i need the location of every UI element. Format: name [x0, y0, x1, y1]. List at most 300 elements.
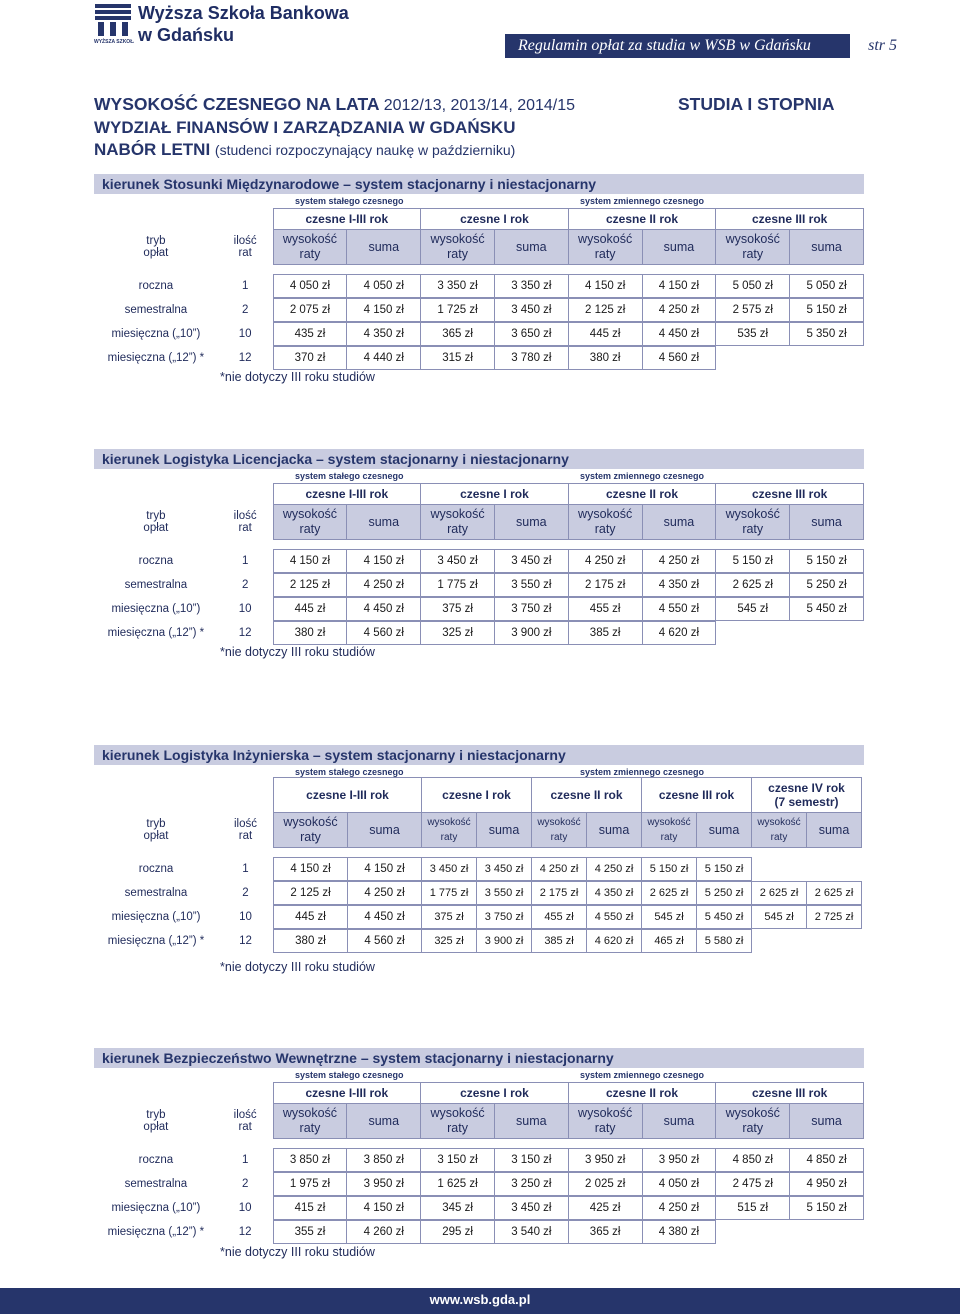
fee-row [94, 906, 862, 929]
oplat-label: opłat [143, 830, 169, 842]
installment-amount: 385 zł [532, 930, 587, 953]
suma-header: suma [494, 505, 568, 540]
payment-mode: miesięczna („12”) * [107, 1226, 205, 1238]
installment-count: 12 [238, 352, 252, 364]
fee-row [94, 275, 864, 298]
header-bar [505, 34, 960, 58]
installment-amount: 4 250 zł [568, 550, 642, 573]
total-amount: 4 250 zł [642, 1197, 716, 1220]
recruitment-name: NABÓR LETNI [94, 140, 211, 159]
raty-label: raty [299, 1121, 321, 1135]
installment-amount: 2 625 zł [716, 574, 790, 597]
total-amount: 4 260 zł [347, 1221, 421, 1244]
wysokosc-raty-header [273, 230, 347, 265]
column-header: czesne I rok [421, 484, 569, 505]
raty-label: raty [742, 247, 764, 261]
installment-amount [716, 622, 790, 645]
installment-amount: 1 775 zł [422, 882, 477, 905]
footnote: *nie dotyczy III roku studiów [220, 1245, 375, 1259]
total-amount: 2 725 zł [807, 906, 862, 929]
payment-mode: miesięczna („12”) * [107, 627, 205, 639]
installment-amount: 370 zł [273, 347, 347, 370]
column-header: czesne I rok [422, 778, 532, 813]
installment-amount: 2 025 zł [568, 1173, 642, 1196]
column-header: czesne II rok [568, 484, 716, 505]
payment-mode: miesięczna („10”) [111, 1202, 201, 1214]
total-amount: 5 250 zł [697, 882, 752, 905]
installment-amount: 380 zł [274, 930, 348, 953]
total-amount [790, 622, 864, 645]
rat-label: rat [238, 247, 252, 259]
tryb-label: tryb [146, 818, 166, 830]
installment-amount: 345 zł [421, 1197, 495, 1220]
column-header: czesne III rok [716, 484, 864, 505]
footnote: *nie dotyczy III roku studiów [220, 960, 375, 974]
total-amount: 4 560 zł [642, 347, 716, 370]
column-header: czesne II rok [568, 1083, 716, 1104]
payment-mode: miesięczna („10”) [111, 911, 201, 923]
system-staly-label: system stałego czesnego [295, 767, 404, 777]
wysokosc-label: wysokość [430, 507, 485, 521]
installment-count: 12 [239, 935, 252, 947]
total-amount: 3 950 zł [347, 1173, 421, 1196]
wysokosc-raty-header [273, 1104, 347, 1139]
wysokosc-raty-header [716, 230, 790, 265]
payment-mode: miesięczna („10”) [111, 603, 201, 615]
total-amount: 4 250 zł [642, 550, 716, 573]
rat-label: rat [238, 522, 252, 534]
total-amount [790, 1221, 864, 1244]
fee-row [94, 1173, 864, 1196]
wysokosc-label: wysokość [725, 232, 780, 246]
wysokosc-label: wysokość [430, 232, 485, 246]
installment-amount: 445 zł [568, 323, 642, 346]
installment-amount: 535 zł [716, 323, 790, 346]
wysokosc-raty-header [642, 813, 697, 848]
total-amount: 3 750 zł [494, 598, 568, 621]
regulamin-title: Regulamin opłat za studia w WSB w Gdańsku [518, 37, 811, 54]
installment-count: 2 [241, 1178, 249, 1190]
tryb-header [94, 1104, 218, 1139]
installment-amount: 2 125 zł [274, 882, 348, 905]
installment-amount: 315 zł [421, 347, 495, 370]
title-main: WYSOKOŚĆ CZESNEGO NA LATA [94, 94, 379, 114]
fee-row [94, 882, 862, 905]
total-amount: 3 150 zł [494, 1149, 568, 1172]
suma-header: suma [807, 813, 862, 848]
wysokosc-label: wysokość [282, 507, 338, 521]
logo-line-1: Wyższa Szkoła Bankowa [138, 3, 349, 23]
oplat-label: opłat [143, 247, 169, 259]
payment-mode: roczna [138, 555, 174, 567]
section-title: kierunek Stosunki Międzynarodowe – system stacjonarny i niestacjonarny [94, 174, 864, 194]
wysokosc-label: wysokość [537, 817, 581, 828]
total-amount: 5 580 zł [697, 930, 752, 953]
installment-count: 10 [238, 603, 252, 615]
total-amount: 3 950 zł [642, 1149, 716, 1172]
raty-label: raty [300, 830, 321, 844]
fee-row [94, 1197, 864, 1220]
raty-label: raty [447, 1121, 468, 1135]
column-header: czesne I-III rok [273, 484, 421, 505]
wysokosc-label: wysokość [283, 815, 338, 829]
payment-mode: semestralna [124, 579, 188, 591]
raty-label: raty [660, 832, 678, 843]
ilosc-label: ilość [233, 510, 257, 522]
suma-header: suma [790, 1104, 864, 1139]
column-header: czesne I-III rok [274, 778, 422, 813]
column-header: czesne III rok [642, 778, 752, 813]
total-amount: 3 900 zł [494, 622, 568, 645]
payment-mode: semestralna [124, 1178, 188, 1190]
installment-count: 12 [238, 627, 252, 639]
total-amount: 5 150 zł [790, 299, 864, 322]
ilosc-header [218, 505, 273, 540]
installment-amount: 2 125 zł [273, 574, 347, 597]
total-amount: 4 950 zł [790, 1173, 864, 1196]
wsb-logo [94, 2, 134, 57]
wysokosc-raty-header [568, 1104, 642, 1139]
installment-amount: 415 zł [273, 1197, 347, 1220]
total-amount: 4 150 zł [348, 858, 422, 881]
total-amount: 4 380 zł [642, 1221, 716, 1244]
column-header: czesne II rok [568, 209, 716, 230]
column-header: czesne I rok [421, 209, 569, 230]
oplat-label: opłat [143, 522, 169, 534]
raty-label: raty [594, 247, 616, 261]
tryb-label: tryb [146, 235, 166, 247]
wysokosc-label: wysokość [757, 817, 801, 828]
tryb-label: tryb [146, 510, 166, 522]
payment-mode: miesięczna („10”) [111, 328, 201, 340]
payment-mode: semestralna [124, 304, 188, 316]
total-amount: 4 450 zł [642, 323, 716, 346]
footer-url: www.wsb.gda.pl [0, 1288, 960, 1314]
installment-amount: 4 050 zł [273, 275, 347, 298]
total-amount [807, 858, 862, 881]
wysokosc-label: wysokość [430, 1106, 485, 1120]
installment-amount: 455 zł [532, 906, 587, 929]
total-amount: 5 350 zł [790, 323, 864, 346]
ilosc-header [218, 1104, 273, 1139]
tryb-header [94, 813, 218, 848]
total-amount: 4 350 zł [347, 323, 421, 346]
total-amount [790, 347, 864, 370]
total-amount: 3 450 zł [494, 550, 568, 573]
wysokosc-label: wysokość [578, 507, 633, 521]
ilosc-label: ilość [233, 1109, 257, 1121]
suma-header: suma [347, 505, 421, 540]
system-staly-label: system stałego czesnego [295, 1070, 404, 1080]
installment-amount: 355 zł [273, 1221, 347, 1244]
installment-amount: 545 zł [642, 906, 697, 929]
raty-label: raty [742, 522, 764, 536]
total-amount: 5 450 zł [697, 906, 752, 929]
fee-section [94, 745, 864, 945]
raty-label: raty [550, 832, 568, 843]
column-header: czesne III rok [716, 209, 864, 230]
total-amount: 4 620 zł [587, 930, 642, 953]
fee-table [94, 208, 864, 370]
suma-header: suma [348, 813, 422, 848]
installment-amount: 3 150 zł [421, 1149, 495, 1172]
wysokosc-label: wysokość [282, 232, 338, 246]
installment-amount: 5 050 zł [716, 275, 790, 298]
payment-mode: miesięczna („12”) * [107, 352, 205, 364]
wysokosc-raty-header [716, 1104, 790, 1139]
installment-amount: 4 850 zł [716, 1149, 790, 1172]
suma-header: suma [642, 1104, 716, 1139]
installment-count: 10 [238, 328, 252, 340]
wysokosc-raty-header [421, 230, 495, 265]
total-amount: 3 850 zł [347, 1149, 421, 1172]
total-amount: 3 550 zł [494, 574, 568, 597]
total-amount: 4 050 zł [347, 275, 421, 298]
installment-amount: 2 625 zł [752, 882, 807, 905]
raty-label: raty [770, 832, 788, 843]
installment-count: 1 [241, 280, 249, 292]
fee-row [94, 858, 862, 881]
total-amount: 3 900 zł [477, 930, 532, 953]
fee-table [94, 777, 862, 953]
installment-amount [752, 858, 807, 881]
fee-row [94, 299, 864, 322]
installment-amount: 385 zł [568, 622, 642, 645]
suma-header: suma [587, 813, 642, 848]
installment-count: 1 [242, 863, 249, 875]
wysokosc-raty-header [568, 230, 642, 265]
installment-amount: 445 zł [273, 598, 347, 621]
installment-amount: 375 zł [422, 906, 477, 929]
logo-text [138, 2, 349, 46]
column-header: czesne I-III rok [273, 209, 421, 230]
installment-amount: 2 075 zł [273, 299, 347, 322]
installment-amount: 375 zł [421, 598, 495, 621]
system-staly-label: system stałego czesnego [295, 471, 404, 481]
raty-label: raty [440, 832, 458, 843]
installment-amount: 425 zł [568, 1197, 642, 1220]
installment-count: 1 [241, 555, 249, 567]
section-title: kierunek Logistyka Licencjacka – system stacjonarny i niestacjonarny [94, 449, 864, 469]
installment-count: 2 [242, 887, 249, 899]
installment-amount: 1 725 zł [421, 299, 495, 322]
study-level: STUDIA I STOPNIA [678, 94, 835, 114]
total-amount: 4 560 zł [348, 930, 422, 953]
column-header: czesne I-III rok [273, 1083, 421, 1104]
ilosc-header [218, 230, 273, 265]
fee-row [94, 550, 864, 573]
fee-row [94, 347, 864, 370]
recruitment-note: (studenci rozpoczynający naukę w październiku) [214, 142, 516, 158]
total-amount: 4 250 zł [587, 858, 642, 881]
installment-count: 2 [241, 304, 249, 316]
total-amount [807, 930, 862, 953]
total-amount: 5 150 zł [790, 1197, 864, 1220]
raty-label: raty [594, 1121, 616, 1135]
wysokosc-label: wysokość [578, 1106, 633, 1120]
total-amount: 3 750 zł [477, 906, 532, 929]
installment-amount: 2 475 zł [716, 1173, 790, 1196]
installment-amount: 295 zł [421, 1221, 495, 1244]
page-number: str 5 [850, 34, 960, 58]
payment-mode: roczna [138, 280, 174, 292]
system-zmienny-label: system zmiennego czesnego [580, 471, 705, 481]
installment-amount: 4 150 zł [274, 858, 348, 881]
total-amount: 5 050 zł [790, 275, 864, 298]
fee-row [94, 622, 864, 645]
ilosc-header [218, 813, 274, 848]
total-amount: 5 250 zł [790, 574, 864, 597]
wysokosc-label: wysokość [725, 1106, 780, 1120]
installment-amount: 3 950 zł [568, 1149, 642, 1172]
installment-amount: 380 zł [568, 347, 642, 370]
fee-row [94, 1221, 864, 1244]
total-amount: 4 250 zł [347, 574, 421, 597]
installment-amount: 455 zł [568, 598, 642, 621]
tryb-header [94, 230, 218, 265]
installment-amount: 325 zł [421, 622, 495, 645]
system-zmienny-label: system zmiennego czesnego [580, 1070, 705, 1080]
total-amount: 3 780 zł [494, 347, 568, 370]
raty-label: raty [742, 1121, 764, 1135]
wysokosc-raty-header [532, 813, 587, 848]
column-header-line: (7 semestr) [774, 795, 839, 809]
wysokosc-label: wysokość [282, 1106, 338, 1120]
total-amount: 3 450 zł [494, 1197, 568, 1220]
fee-row [94, 323, 864, 346]
installment-amount: 2 175 zł [532, 882, 587, 905]
suma-header: suma [642, 505, 716, 540]
installment-count: 10 [238, 1202, 252, 1214]
suma-header: suma [790, 230, 864, 265]
ilosc-label: ilość [233, 235, 257, 247]
title-years: 2012/13, 2013/14, 2014/15 [383, 97, 576, 114]
total-amount: 3 550 zł [477, 882, 532, 905]
page-title [94, 94, 575, 115]
fee-section [94, 449, 864, 649]
installment-amount: 1 775 zł [421, 574, 495, 597]
installment-count: 2 [241, 579, 249, 591]
fee-row [94, 574, 864, 597]
total-amount: 4 350 zł [587, 882, 642, 905]
installment-amount: 3 850 zł [273, 1149, 347, 1172]
installment-amount [716, 347, 790, 370]
faculty-title: WYDZIAŁ FINANSÓW I ZARZĄDZANIA W GDAŃSKU [94, 118, 516, 137]
suma-header: suma [494, 1104, 568, 1139]
installment-amount: 2 175 zł [568, 574, 642, 597]
column-header: czesne I rok [421, 1083, 569, 1104]
footnote: *nie dotyczy III roku studiów [220, 645, 375, 659]
rat-label: rat [238, 1121, 252, 1133]
system-staly-label: system stałego czesnego [295, 196, 404, 206]
total-amount: 3 450 zł [477, 858, 532, 881]
payment-mode: roczna [138, 863, 174, 875]
installment-amount: 3 450 zł [422, 858, 477, 881]
suma-header: suma [477, 813, 532, 848]
installment-amount: 380 zł [273, 622, 347, 645]
ilosc-label: ilość [233, 818, 257, 830]
fee-section [94, 1048, 864, 1248]
payment-mode: roczna [138, 1154, 174, 1166]
suma-header: suma [790, 505, 864, 540]
wysokosc-raty-header [716, 505, 790, 540]
wysokosc-raty-header [421, 1104, 495, 1139]
svg-text:WYŻSZA SZKOŁA BANKOWA GDAŃSK: WYŻSZA SZKOŁ [94, 39, 134, 45]
installment-count: 10 [239, 911, 252, 923]
total-amount: 4 250 zł [642, 299, 716, 322]
fee-row [94, 598, 864, 621]
suma-header: suma [697, 813, 752, 848]
raty-label: raty [299, 522, 321, 536]
raty-label: raty [447, 522, 468, 536]
total-amount: 5 450 zł [790, 598, 864, 621]
installment-amount: 365 zł [568, 1221, 642, 1244]
installment-amount: 2 575 zł [716, 299, 790, 322]
column-header-line: czesne IV rok [768, 781, 845, 795]
wysokosc-raty-header [568, 505, 642, 540]
installment-amount: 1 975 zł [273, 1173, 347, 1196]
fee-section [94, 174, 864, 374]
fee-table [94, 1082, 864, 1244]
wysokosc-raty-header [752, 813, 807, 848]
total-amount: 4 560 zł [347, 622, 421, 645]
total-amount: 3 540 zł [494, 1221, 568, 1244]
wysokosc-raty-header [273, 505, 347, 540]
section-title: kierunek Logistyka Inżynierska – system stacjonarny i niestacjonarny [94, 745, 864, 765]
total-amount: 4 550 zł [642, 598, 716, 621]
suma-header: suma [494, 230, 568, 265]
payment-mode: semestralna [124, 887, 188, 899]
wysokosc-label: wysokość [725, 507, 780, 521]
suma-header: suma [642, 230, 716, 265]
system-zmienny-label: system zmiennego czesnego [580, 196, 705, 206]
raty-label: raty [447, 247, 468, 261]
installment-amount: 4 250 zł [532, 858, 587, 881]
suma-header: suma [347, 1104, 421, 1139]
installment-amount: 4 150 zł [273, 550, 347, 573]
installment-amount [716, 1221, 790, 1244]
tryb-label: tryb [146, 1109, 166, 1121]
total-amount: 4 850 zł [790, 1149, 864, 1172]
installment-amount: 325 zł [422, 930, 477, 953]
total-amount: 4 150 zł [347, 550, 421, 573]
installment-amount: 435 zł [273, 323, 347, 346]
wysokosc-label: wysokość [427, 817, 471, 828]
installment-amount: 5 150 zł [642, 858, 697, 881]
total-amount: 5 150 zł [697, 858, 752, 881]
fee-table [94, 483, 864, 645]
total-amount: 4 550 zł [587, 906, 642, 929]
wysokosc-raty-header [421, 505, 495, 540]
total-amount: 3 450 zł [494, 299, 568, 322]
total-amount: 4 050 zł [642, 1173, 716, 1196]
wysokosc-raty-header [422, 813, 477, 848]
installment-amount: 3 350 zł [421, 275, 495, 298]
suma-header: suma [347, 230, 421, 265]
column-header [752, 778, 862, 813]
total-amount: 4 450 zł [347, 598, 421, 621]
total-amount: 4 620 zł [642, 622, 716, 645]
installment-amount: 3 450 zł [421, 550, 495, 573]
rat-label: rat [238, 830, 253, 842]
fee-row [94, 930, 862, 953]
installment-amount: 545 zł [716, 598, 790, 621]
fee-row [94, 1149, 864, 1172]
installment-amount: 2 125 zł [568, 299, 642, 322]
wysokosc-label: wysokość [578, 232, 633, 246]
raty-label: raty [594, 522, 616, 536]
footnote: *nie dotyczy III roku studiów [220, 370, 375, 384]
